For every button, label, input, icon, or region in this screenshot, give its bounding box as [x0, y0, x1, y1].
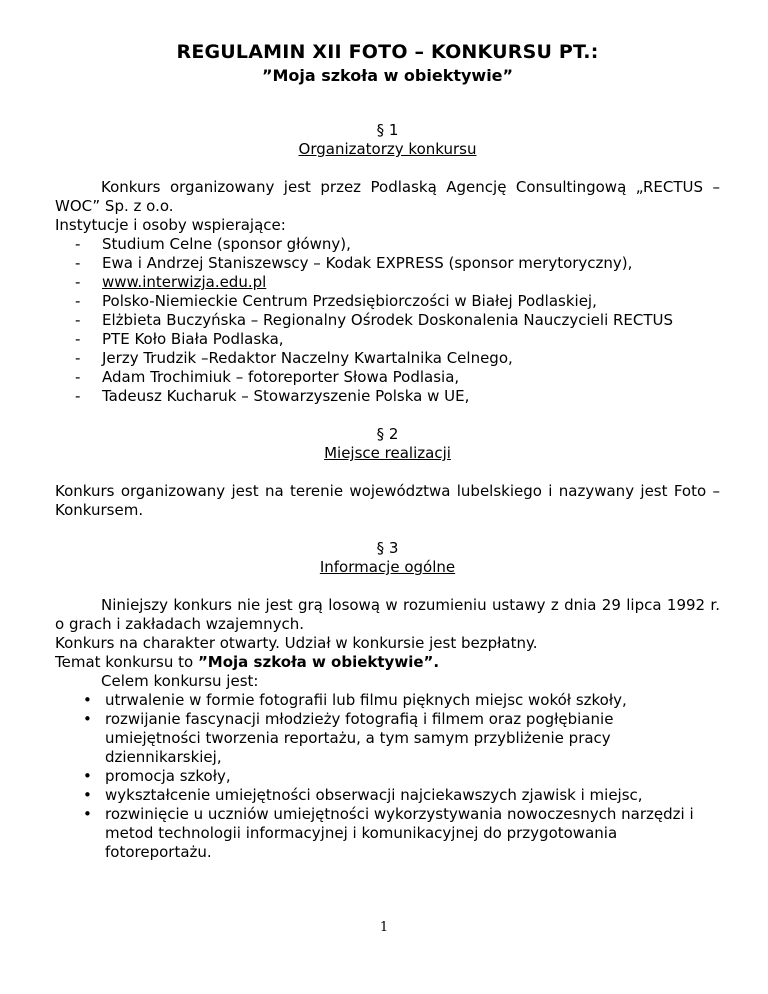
section-1-header: [55, 121, 720, 159]
list-item: [55, 387, 720, 406]
list-item-text: Elżbieta Buczyńska – Regionalny Ośrodek Doskonalenia Nauczycieli RECTUS: [102, 311, 674, 329]
list-item-text: wykształcenie umiejętności obserwacji najciekawszych zjawisk i miejsc,: [105, 786, 643, 804]
supporters-list: [55, 235, 720, 406]
section-1-intro: Konkurs organizowany jest przez Podlaską Agencję Consultingową „RECTUS – WOC” Sp. z o.o.: [55, 178, 720, 215]
section-3-para-2: Konkurs na charakter otwarty. Udział w konkursie jest bezpłatny.: [55, 634, 538, 652]
list-item: [55, 349, 720, 368]
section-3-number: § 3: [376, 539, 399, 557]
section-2-text: Konkurs organizowany jest na terenie województwa lubelskiego i nazywany jest Foto – Konkursem.: [55, 482, 720, 519]
section-3-heading: Informacje ogólne: [319, 558, 456, 576]
topic-value: ”Moja szkoła w obiektywie”.: [197, 653, 440, 671]
list-item-text: promocja szkoły,: [105, 767, 231, 785]
list-item: [55, 691, 720, 710]
goals-list: [55, 691, 720, 862]
section-3-para-1: Niniejszy konkurs nie jest grą losową w rozumieniu ustawy z dnia 29 lipca 1992 r. o grach i zakładach wzajemnych.: [55, 596, 720, 633]
list-item-text: rozwinięcie u uczniów umiejętności wykorzystywania nowoczesnych narzędzi i metod technologii informacyjnej i komunikacyjnej do przygotowania fotoreportażu.: [105, 805, 694, 861]
dash-marker: -: [75, 368, 81, 386]
dash-marker: -: [75, 235, 81, 253]
list-item: [55, 311, 720, 330]
bullet-marker: •: [83, 805, 92, 823]
dash-marker: -: [75, 292, 81, 310]
list-item-text: Adam Trochimiuk – fotoreporter Słowa Podlasia,: [102, 368, 460, 386]
list-item: [55, 235, 720, 254]
list-item: [55, 292, 720, 311]
list-item: [55, 767, 720, 786]
section-3-goals-label: Celem konkursu jest:: [101, 672, 259, 690]
document-page: [55, 40, 720, 862]
list-item: [55, 254, 720, 273]
interwizja-link[interactable]: www.interwizja.edu.pl: [102, 273, 267, 291]
list-item: [55, 330, 720, 349]
section-2-number: § 2: [376, 425, 399, 443]
section-2-heading: Miejsce realizacji: [324, 444, 451, 462]
list-item: [55, 805, 720, 862]
dash-marker: -: [75, 387, 81, 405]
bullet-marker: •: [83, 786, 92, 804]
document-subtitle: ”Moja szkoła w obiektywie”: [261, 66, 514, 85]
list-item-text: rozwijanie fascynacji młodzieży fotografią i filmem oraz pogłębianie umiejętności tworzenia reportażu, a tym samym przybliżenie pracy dziennikarskiej,: [105, 710, 614, 766]
bullet-marker: •: [83, 767, 92, 785]
page-number: 1: [379, 920, 389, 935]
section-3-topic: [55, 653, 720, 672]
topic-prefix: Temat konkursu to: [55, 653, 198, 671]
list-item: [55, 273, 720, 292]
list-item: [55, 710, 720, 767]
list-item: [55, 786, 720, 805]
bullet-marker: •: [83, 710, 92, 728]
list-item-text: PTE Koło Biała Podlaska,: [102, 330, 284, 348]
dash-marker: -: [75, 273, 81, 291]
section-1-number: § 1: [376, 121, 399, 139]
dash-marker: -: [75, 254, 81, 272]
section-1-supporters-label: Instytucje i osoby wspierające:: [55, 216, 286, 234]
bullet-marker: •: [83, 691, 92, 709]
list-item-text: Tadeusz Kucharuk – Stowarzyszenie Polska w UE,: [102, 387, 470, 405]
section-2-header: [55, 425, 720, 463]
list-item-text: Polsko-Niemieckie Centrum Przedsiębiorczości w Białej Podlaskiej,: [102, 292, 597, 310]
dash-marker: -: [75, 349, 81, 367]
list-item-text: utrwalenie w formie fotografii lub filmu pięknych miejsc wokół szkoły,: [105, 691, 627, 709]
list-item-text: Ewa i Andrzej Staniszewscy – Kodak EXPRESS (sponsor merytoryczny),: [102, 254, 633, 272]
section-1-heading: Organizatorzy konkursu: [298, 140, 477, 158]
list-item-text: Jerzy Trudzik –Redaktor Naczelny Kwartalnika Celnego,: [102, 349, 513, 367]
list-item-text: Studium Celne (sponsor główny),: [102, 235, 351, 253]
section-3-header: [55, 539, 720, 577]
document-title: REGULAMIN XII FOTO – KONKURSU PT.:: [176, 41, 599, 63]
dash-marker: -: [75, 330, 81, 348]
list-item: [55, 368, 720, 387]
dash-marker: -: [75, 311, 81, 329]
